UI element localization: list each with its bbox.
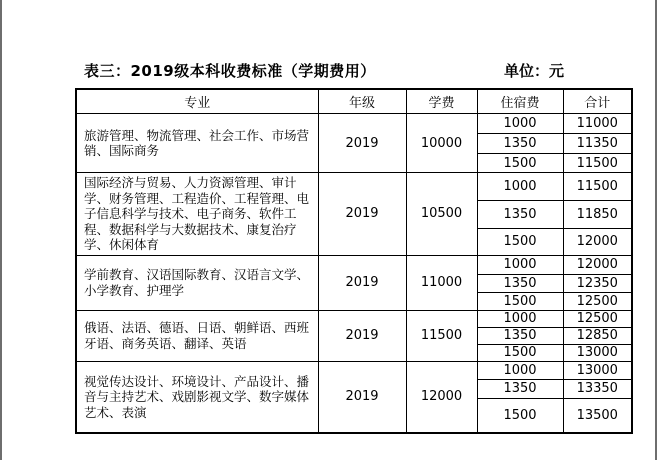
- major-cell: 学前教育、汉语国际教育、汉语言文学、小学教育、护理学: [76, 255, 318, 310]
- dorm-fee-cell: 1000: [477, 310, 563, 327]
- dorm-fee-cell: 1500: [477, 398, 563, 433]
- dorm-fee-cell: 1500: [477, 344, 563, 361]
- total-cell: 11350: [563, 134, 632, 154]
- dorm-fee-cell: 1000: [477, 173, 563, 201]
- dorm-fee-cell: 1350: [477, 274, 563, 292]
- tuition-cell: 12000: [406, 361, 477, 433]
- col-header-major: 专业: [76, 89, 318, 114]
- table-row: [76, 114, 632, 134]
- tuition-cell: 11000: [406, 255, 477, 310]
- table-row: [76, 310, 632, 327]
- grade-cell: 2019: [318, 114, 406, 173]
- major-cell: 国际经济与贸易、人力资源管理、审计学、财务管理、工程造价、工程管理、电子信息科学与技术、电子商务、软件工程、数据科学与大数据技术、康复治疗学、休闲体育: [76, 173, 318, 256]
- major-cell: 俄语、法语、德语、日语、朝鲜语、西班牙语、商务英语、翻译、英语: [76, 310, 318, 361]
- total-cell: 11500: [563, 173, 632, 201]
- total-cell: 13000: [563, 344, 632, 361]
- col-header-dorm: 住宿费: [477, 89, 563, 114]
- grade-cell: 2019: [318, 361, 406, 433]
- total-cell: 13350: [563, 379, 632, 398]
- grade-cell: 2019: [318, 173, 406, 256]
- major-cell: 旅游管理、物流管理、社会工作、市场营销、国际商务: [76, 114, 318, 173]
- total-cell: 12850: [563, 327, 632, 344]
- header-row: [76, 89, 632, 114]
- dorm-fee-cell: 1500: [477, 292, 563, 310]
- dorm-fee-cell: 1350: [477, 379, 563, 398]
- total-cell: 12500: [563, 292, 632, 310]
- total-cell: 12000: [563, 228, 632, 255]
- total-cell: 13500: [563, 398, 632, 433]
- grade-cell: 2019: [318, 310, 406, 361]
- table-row: [76, 173, 632, 201]
- table-title: 表三：2019级本科收费标准（学期费用）: [84, 62, 376, 80]
- table-row: [76, 255, 632, 274]
- col-header-tuition: 学费: [406, 89, 477, 114]
- total-cell: 13000: [563, 361, 632, 379]
- dorm-fee-cell: 1350: [477, 200, 563, 228]
- table-row: [76, 361, 632, 379]
- total-cell: 12500: [563, 310, 632, 327]
- total-cell: 12350: [563, 274, 632, 292]
- total-cell: 11850: [563, 200, 632, 228]
- unit-label: 单位：元: [504, 62, 565, 80]
- dorm-fee-cell: 1000: [477, 361, 563, 379]
- total-cell: 11000: [563, 114, 632, 134]
- dorm-fee-cell: 1000: [477, 114, 563, 134]
- col-header-grade: 年级: [318, 89, 406, 114]
- total-cell: 11500: [563, 154, 632, 173]
- dorm-fee-cell: 1500: [477, 154, 563, 173]
- dorm-fee-cell: 1500: [477, 228, 563, 255]
- grade-cell: 2019: [318, 255, 406, 310]
- fee-table: [75, 88, 633, 434]
- tuition-cell: 11500: [406, 310, 477, 361]
- total-cell: 12000: [563, 255, 632, 274]
- major-cell: 视觉传达设计、环境设计、产品设计、播音与主持艺术、戏剧影视文学、数字媒体艺术、表演: [76, 361, 318, 433]
- tuition-cell: 10000: [406, 114, 477, 173]
- dorm-fee-cell: 1000: [477, 255, 563, 274]
- tuition-cell: 10500: [406, 173, 477, 256]
- dorm-fee-cell: 1350: [477, 134, 563, 154]
- dorm-fee-cell: 1350: [477, 327, 563, 344]
- col-header-total: 合计: [563, 89, 632, 114]
